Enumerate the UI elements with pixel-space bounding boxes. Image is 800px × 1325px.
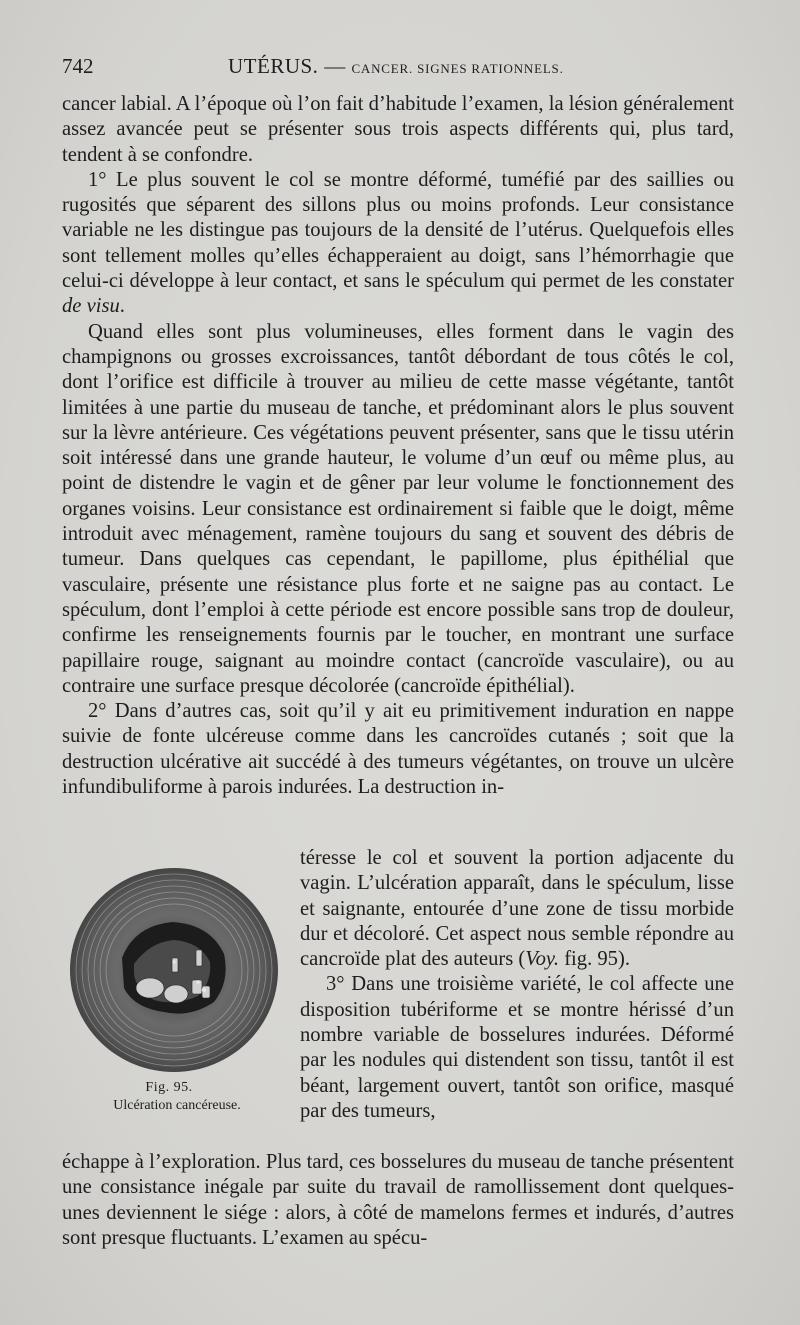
body-text: [62, 92, 734, 800]
paragraph-variety-3-continued: échappe à l’exploration. Plus tard, ces bosselures du museau de tanche présentent une consistance inégale par suite du travail de ramollissement dont quelques-unes deviennent le siége : alors, à côté de mamelons fermes et indurés, d’autres sont presque fluctuants. L’examen au spécu-: [62, 1151, 734, 1249]
variety-2-text-a: téresse le col et souvent la portion adjacente du vagin. L’ulcération apparaît, dans le spéculum, lisse et saignante, entourée d’une zone de tissu morbide dur et décoloré. Cet aspect nous semble répondre au cancroïde plat des auteurs (: [300, 847, 734, 971]
paragraph-variety-1-text: 1° Le plus souvent le col se montre déformé, tuméfié par des saillies ou rugosités que séparent des sillons plus ou moins profonds. Leur consistance variable ne les distingue pas toujours de la densité de l’utérus. Quelquefois elles sont tellement molles qu’elles échapperaient au doigt, sans l’hémorrhagie que celui-ci développe à leur contact, et sans le spéculum qui permet de les constater: [62, 168, 734, 293]
paragraph-vegetations: Quand elles sont plus volumineuses, elles forment dans le vagin des champignons ou grosses excroissances, tantôt débordant de tous côtés le col, dont l’orifice est difficile à trouver au milieu de cette masse végétante, tantôt limitées à une partie du museau de tanche, et prédominant alors le plus souvent sur la lèvre antérieure. Ces végétations peuvent présenter, sans que le tissu utérin soit intéressé dans une grande hauteur, le volume d’un œuf ou même plus, au point de distendre le vagin et de gêner par leur volume le fonctionnement des organes voisins. Leur consistance est ordinairement si faible que le doigt, même introduit avec ménagement, ramène toujours du sang et souvent des débris de tumeur. Dans quelques cas cependant, le papillome, plus épithélial que vasculaire, présente une résistance plus forte et ne saigne pas au contact. Le spéculum, dont l’emploi à cette période est encore possible sans trop de douleur, confirme les renseignements fournis par le toucher, en montrant une surface papillaire rouge, saignant au moindre contact (cancroïde vasculaire), ou au contraire une surface presque décolorée (cancroïde épithélial).: [62, 320, 734, 697]
figure-95: [64, 862, 290, 1122]
paragraph-variety-1-end: .: [119, 295, 125, 318]
tail-text: [62, 1150, 734, 1251]
page-number: 742: [62, 54, 94, 78]
running-title: [228, 54, 564, 79]
running-header: [62, 54, 742, 84]
paragraph-variety-1: [62, 168, 734, 320]
paragraph-intro: cancer labial. A l’époque où l’on fait d’habitude l’examen, la lésion généralement assez avancée peut se présenter sous trois aspects différents qui, plus tard, tendent à se confondre.: [62, 93, 734, 166]
ulceration-engraving: [64, 862, 284, 1078]
paragraph-variety-2-continued: [300, 846, 734, 972]
title-sub: CANCER. SIGNES RATIONNELS.: [351, 61, 564, 76]
italic-de-visu: de visu: [62, 295, 120, 318]
title-dash: —: [318, 54, 352, 78]
figure-number: Fig. 95.: [145, 1080, 193, 1095]
figure-caption: Ulcération cancéreuse.: [113, 1098, 241, 1113]
wrapped-text: [300, 846, 734, 1124]
paragraph-variety-2: 2° Dans d’autres cas, soit qu’il y ait eu primitivement induration en nappe suivie de fonte ulcéreuse comme dans les cancroïdes cutanés ; soit que la destruction ulcérative ait succédé à des tumeurs végétantes, on trouve un ulcère infundibuliforme à parois indurées. La destruction in-: [62, 700, 734, 799]
italic-voy: Voy.: [525, 948, 560, 971]
variety-2-text-b: fig. 95).: [559, 948, 630, 971]
title-main: UTÉRUS.: [228, 54, 319, 78]
paragraph-variety-3: 3° Dans une troisième variété, le col affecte une disposition tubériforme et se montre hérissé d’un nombre variable de bosselures indurées. Déformé par les nodules qui distendent son tissu, tantôt il est béant, largement ouvert, tantôt son orifice, masqué par des tumeurs,: [300, 973, 734, 1122]
